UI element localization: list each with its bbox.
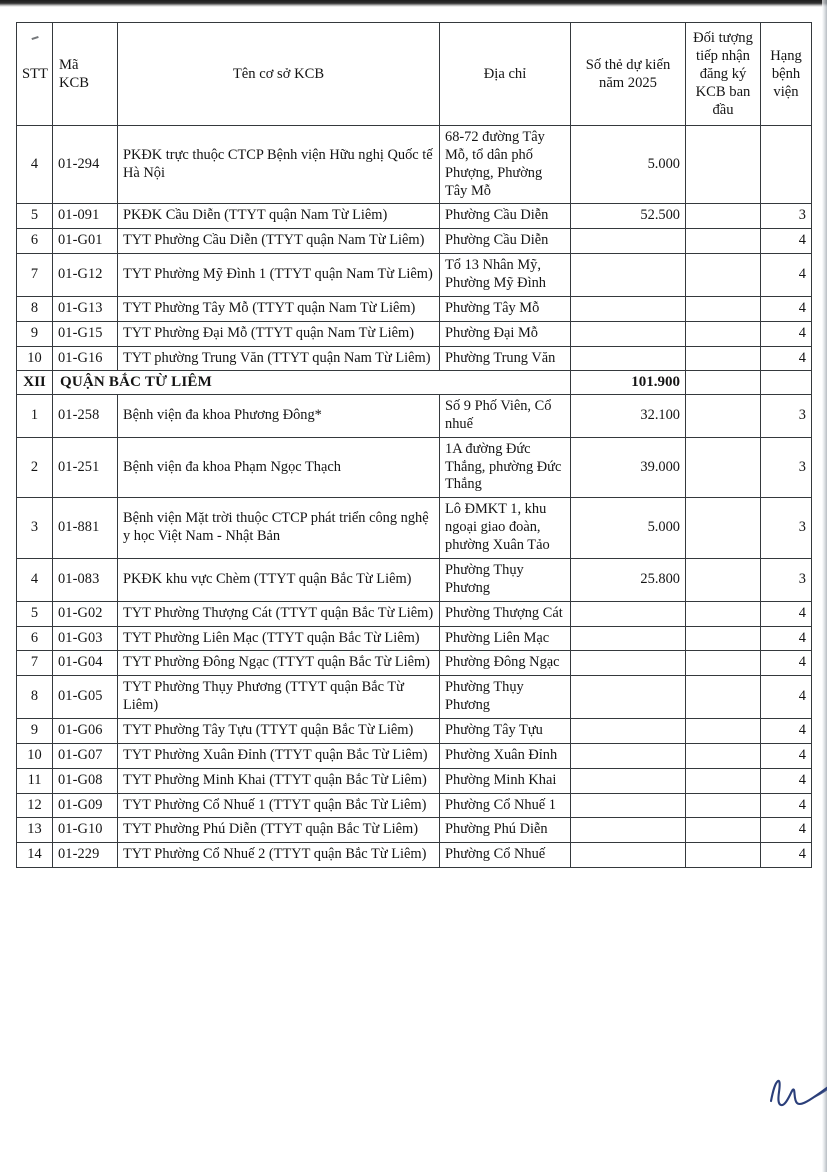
row-so-the: 52.500	[571, 204, 686, 229]
row-ten-co-so: TYT Phường Minh Khai (TTYT quận Bắc Từ Liêm)	[118, 768, 440, 793]
row-hang-benh-vien: 4	[761, 718, 812, 743]
row-doi-tuong	[686, 768, 761, 793]
row-ma-kcb: 01-G06	[53, 718, 118, 743]
row-ma-kcb: 01-083	[53, 558, 118, 601]
row-ten-co-so: TYT Phường Mỹ Đình 1 (TTYT quận Nam Từ Liêm)	[118, 254, 440, 297]
row-ten-co-so: TYT Phường Xuân Đỉnh (TTYT quận Bắc Từ Liêm)	[118, 743, 440, 768]
table-row	[17, 254, 812, 297]
row-doi-tuong	[686, 601, 761, 626]
row-hang-benh-vien: 4	[761, 651, 812, 676]
row-ten-co-so: PKĐK Cầu Diễn (TTYT quận Nam Từ Liêm)	[118, 204, 440, 229]
row-stt: 8	[17, 676, 53, 719]
row-so-the: 39.000	[571, 437, 686, 498]
row-ten-co-so: TYT Phường Cổ Nhuế 1 (TTYT quận Bắc Từ Liêm)	[118, 793, 440, 818]
section-title: QUẬN BẮC TỪ LIÊM	[53, 371, 571, 395]
row-ten-co-so: TYT Phường Thụy Phương (TTYT quận Bắc Từ Liêm)	[118, 676, 440, 719]
row-doi-tuong	[686, 296, 761, 321]
row-dia-chi: Phường Thụy Phương	[440, 558, 571, 601]
column-header-doi-tuong-line1: Đối tượng	[693, 29, 753, 46]
column-header-hang-line1: Hạng	[770, 47, 802, 64]
row-hang-benh-vien: 3	[761, 558, 812, 601]
column-header-ma-kcb	[53, 23, 118, 126]
row-ma-kcb: 01-G05	[53, 676, 118, 719]
row-doi-tuong	[686, 676, 761, 719]
row-so-the: 25.800	[571, 558, 686, 601]
row-dia-chi: Phường Tây Tựu	[440, 718, 571, 743]
column-header-hang-line3: viện	[773, 84, 799, 101]
table-row	[17, 126, 812, 204]
row-so-the	[571, 321, 686, 346]
row-dia-chi: Phường Phú Diễn	[440, 818, 571, 843]
row-hang-benh-vien: 4	[761, 768, 812, 793]
row-ten-co-so: TYT Phường Thượng Cát (TTYT quận Bắc Từ Liêm)	[118, 601, 440, 626]
row-ten-co-so: PKĐK trực thuộc CTCP Bệnh viện Hữu nghị Quốc tế Hà Nội	[118, 126, 440, 204]
row-so-the	[571, 743, 686, 768]
row-hang-benh-vien: 4	[761, 321, 812, 346]
column-header-ma-line2: KCB	[59, 75, 90, 91]
row-doi-tuong	[686, 818, 761, 843]
row-doi-tuong	[686, 626, 761, 651]
table-row	[17, 601, 812, 626]
row-stt: 7	[17, 254, 53, 297]
handwritten-signature	[765, 1075, 827, 1117]
row-doi-tuong	[686, 651, 761, 676]
section-hang	[761, 371, 812, 395]
table-row	[17, 321, 812, 346]
row-ten-co-so: TYT Phường Tây Tựu (TTYT quận Bắc Từ Liêm)	[118, 718, 440, 743]
section-roman-numeral: XII	[17, 371, 53, 395]
row-ten-co-so: TYT Phường Phú Diễn (TTYT quận Bắc Từ Liêm)	[118, 818, 440, 843]
table-row	[17, 229, 812, 254]
row-ma-kcb: 01-258	[53, 395, 118, 438]
row-hang-benh-vien: 4	[761, 229, 812, 254]
row-hang-benh-vien: 4	[761, 843, 812, 868]
row-dia-chi: Lô ĐMKT 1, khu ngoại giao đoàn, phường Xuân Tảo	[440, 498, 571, 559]
row-dia-chi: Phường Tây Mỗ	[440, 296, 571, 321]
row-doi-tuong	[686, 843, 761, 868]
row-ten-co-so: PKĐK khu vực Chèm (TTYT quận Bắc Từ Liêm)	[118, 558, 440, 601]
row-ma-kcb: 01-G08	[53, 768, 118, 793]
row-dia-chi: Phường Liên Mạc	[440, 626, 571, 651]
row-doi-tuong	[686, 437, 761, 498]
column-header-doi-tuong-line4: KCB ban	[695, 84, 751, 101]
table-row	[17, 558, 812, 601]
column-header-so-the-line2: năm 2025	[599, 75, 657, 91]
row-ma-kcb: 01-G10	[53, 818, 118, 843]
scan-speck-icon	[31, 36, 38, 40]
row-so-the	[571, 626, 686, 651]
row-ten-co-so: TYT Phường Đông Ngạc (TTYT quận Bắc Từ Liêm)	[118, 651, 440, 676]
row-ma-kcb: 01-G03	[53, 626, 118, 651]
row-ma-kcb: 01-G09	[53, 793, 118, 818]
row-dia-chi: 1A đường Đức Thắng, phường Đức Thắng	[440, 437, 571, 498]
row-doi-tuong	[686, 793, 761, 818]
row-hang-benh-vien: 4	[761, 254, 812, 297]
row-hang-benh-vien: 4	[761, 676, 812, 719]
row-ma-kcb: 01-091	[53, 204, 118, 229]
row-stt: 12	[17, 793, 53, 818]
row-ma-kcb: 01-G15	[53, 321, 118, 346]
row-hang-benh-vien: 4	[761, 346, 812, 371]
row-hang-benh-vien: 3	[761, 204, 812, 229]
row-so-the	[571, 229, 686, 254]
section-total-cards: 101.900	[571, 371, 686, 395]
row-stt: 5	[17, 601, 53, 626]
row-hang-benh-vien: 4	[761, 743, 812, 768]
table-row	[17, 296, 812, 321]
row-so-the	[571, 818, 686, 843]
column-header-ten-co-so-kcb: Tên cơ sở KCB	[118, 23, 440, 126]
table-header	[17, 23, 812, 126]
column-header-hang-benh-vien	[761, 23, 812, 126]
table-row	[17, 768, 812, 793]
row-dia-chi: Phường Cổ Nhuế 1	[440, 793, 571, 818]
row-ma-kcb: 01-G04	[53, 651, 118, 676]
row-ma-kcb: 01-881	[53, 498, 118, 559]
row-dia-chi: Số 9 Phố Viên, Cổ nhuế	[440, 395, 571, 438]
row-so-the: 32.100	[571, 395, 686, 438]
row-stt: 8	[17, 296, 53, 321]
row-ma-kcb: 01-G01	[53, 229, 118, 254]
row-ten-co-so: TYT Phường Liên Mạc (TTYT quận Bắc Từ Liêm)	[118, 626, 440, 651]
row-ten-co-so: Bệnh viện đa khoa Phương Đông*	[118, 395, 440, 438]
column-header-so-the-line1: Số thẻ dự kiến	[585, 56, 671, 73]
table-row	[17, 651, 812, 676]
column-header-dia-chi: Địa chỉ	[440, 23, 571, 126]
row-doi-tuong	[686, 498, 761, 559]
table-section-row	[17, 371, 812, 395]
row-dia-chi: Phường Cổ Nhuế	[440, 843, 571, 868]
row-ten-co-so: Bệnh viện Mặt trời thuộc CTCP phát triển công nghệ y học Việt Nam - Nhật Bản	[118, 498, 440, 559]
row-doi-tuong	[686, 254, 761, 297]
row-doi-tuong	[686, 229, 761, 254]
row-stt: 4	[17, 558, 53, 601]
row-dia-chi: Phường Cầu Diễn	[440, 229, 571, 254]
row-so-the	[571, 676, 686, 719]
row-dia-chi: Phường Đại Mỗ	[440, 321, 571, 346]
row-so-the	[571, 601, 686, 626]
row-doi-tuong	[686, 558, 761, 601]
table-row	[17, 395, 812, 438]
row-ma-kcb: 01-G02	[53, 601, 118, 626]
row-stt: 10	[17, 743, 53, 768]
column-header-doi-tuong	[686, 23, 761, 126]
row-so-the	[571, 296, 686, 321]
row-doi-tuong	[686, 346, 761, 371]
row-ten-co-so: TYT Phường Cầu Diễn (TTYT quận Nam Từ Liêm)	[118, 229, 440, 254]
row-dia-chi: Phường Minh Khai	[440, 768, 571, 793]
row-ma-kcb: 01-229	[53, 843, 118, 868]
row-stt: 9	[17, 321, 53, 346]
row-stt: 10	[17, 346, 53, 371]
table-row	[17, 676, 812, 719]
table-row	[17, 743, 812, 768]
row-stt: 13	[17, 818, 53, 843]
table-row	[17, 793, 812, 818]
row-stt: 3	[17, 498, 53, 559]
row-so-the	[571, 651, 686, 676]
row-hang-benh-vien: 4	[761, 626, 812, 651]
row-hang-benh-vien: 4	[761, 601, 812, 626]
row-hang-benh-vien: 3	[761, 395, 812, 438]
row-so-the: 5.000	[571, 498, 686, 559]
table-row	[17, 437, 812, 498]
table-row	[17, 498, 812, 559]
column-header-doi-tuong-line2: tiếp nhận	[696, 47, 750, 64]
column-header-doi-tuong-line3: đăng ký	[699, 65, 747, 82]
row-stt: 6	[17, 229, 53, 254]
row-doi-tuong	[686, 321, 761, 346]
row-doi-tuong	[686, 126, 761, 204]
column-header-hang-line2: bệnh	[771, 65, 801, 82]
table-row	[17, 843, 812, 868]
row-hang-benh-vien: 4	[761, 818, 812, 843]
header-row	[17, 23, 812, 126]
row-ma-kcb: 01-G13	[53, 296, 118, 321]
table-body	[17, 126, 812, 868]
row-so-the	[571, 843, 686, 868]
row-hang-benh-vien: 4	[761, 296, 812, 321]
row-stt: 7	[17, 651, 53, 676]
row-so-the	[571, 254, 686, 297]
row-stt: 5	[17, 204, 53, 229]
table-row	[17, 718, 812, 743]
row-ma-kcb: 01-G16	[53, 346, 118, 371]
row-doi-tuong	[686, 743, 761, 768]
row-ten-co-so: TYT Phường Tây Mỗ (TTYT quận Nam Từ Liêm)	[118, 296, 440, 321]
row-ma-kcb: 01-G07	[53, 743, 118, 768]
row-so-the	[571, 768, 686, 793]
column-header-stt	[17, 23, 53, 126]
table-row	[17, 204, 812, 229]
row-stt: 4	[17, 126, 53, 204]
row-ten-co-so: TYT Phường Đại Mỗ (TTYT quận Nam Từ Liêm)	[118, 321, 440, 346]
row-dia-chi: Phường Trung Văn	[440, 346, 571, 371]
row-ma-kcb: 01-294	[53, 126, 118, 204]
row-ten-co-so: TYT phường Trung Văn (TTYT quận Nam Từ Liêm)	[118, 346, 440, 371]
row-stt: 9	[17, 718, 53, 743]
row-so-the	[571, 718, 686, 743]
row-hang-benh-vien	[761, 126, 812, 204]
row-dia-chi: Phường Cầu Diễn	[440, 204, 571, 229]
row-ten-co-so: TYT Phường Cổ Nhuế 2 (TTYT quận Bắc Từ Liêm)	[118, 843, 440, 868]
row-dia-chi: Phường Thụy Phương	[440, 676, 571, 719]
row-hang-benh-vien: 3	[761, 498, 812, 559]
row-stt: 14	[17, 843, 53, 868]
row-stt: 2	[17, 437, 53, 498]
row-doi-tuong	[686, 718, 761, 743]
row-dia-chi: Phường Xuân Đỉnh	[440, 743, 571, 768]
row-ma-kcb: 01-G12	[53, 254, 118, 297]
row-stt: 6	[17, 626, 53, 651]
row-doi-tuong	[686, 204, 761, 229]
row-ma-kcb: 01-251	[53, 437, 118, 498]
row-hang-benh-vien: 3	[761, 437, 812, 498]
row-so-the	[571, 793, 686, 818]
row-stt: 1	[17, 395, 53, 438]
row-dia-chi: 68-72 đường Tây Mỗ, tổ dân phố Phượng, Phường Tây Mỗ	[440, 126, 571, 204]
row-ten-co-so: Bệnh viện đa khoa Phạm Ngọc Thạch	[118, 437, 440, 498]
column-header-so-the	[571, 23, 686, 126]
row-dia-chi: Phường Đông Ngạc	[440, 651, 571, 676]
row-hang-benh-vien: 4	[761, 793, 812, 818]
row-stt: 11	[17, 768, 53, 793]
kcb-facility-table	[16, 22, 812, 868]
table-row	[17, 818, 812, 843]
column-header-stt-label: STT	[22, 65, 48, 82]
row-so-the: 5.000	[571, 126, 686, 204]
row-doi-tuong	[686, 395, 761, 438]
column-header-doi-tuong-line5: đầu	[712, 102, 734, 119]
row-so-the	[571, 346, 686, 371]
row-dia-chi: Phường Thượng Cát	[440, 601, 571, 626]
table-row	[17, 626, 812, 651]
table-row	[17, 346, 812, 371]
section-doi-tuong	[686, 371, 761, 395]
column-header-ma-line1: Mã	[59, 56, 79, 73]
row-dia-chi: Tổ 13 Nhân Mỹ, Phường Mỹ Đình	[440, 254, 571, 297]
